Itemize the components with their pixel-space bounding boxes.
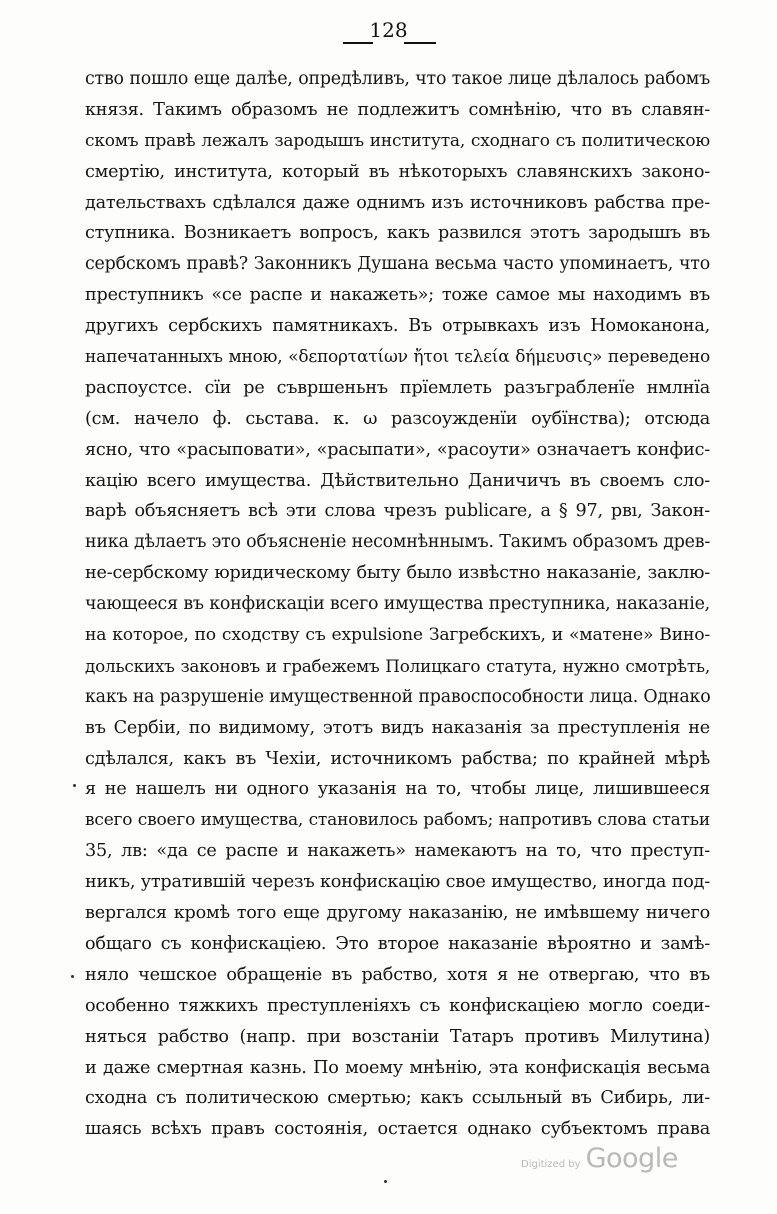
text-line: дольскихъ законовъ и грабежемъ Полицкаго статута, нужно смотрѣть, xyxy=(85,655,710,676)
text-line: распоустсе. сїи ре съвршеньнъ прїемлеть разъграбленїе нмлнїа xyxy=(85,377,710,398)
text-line: шаясь всѣхъ правъ состоянія, остается однако субъектомъ права xyxy=(85,1119,710,1140)
text-line: сходна съ политическою смертью; какъ ссыльный въ Сибирь, ли- xyxy=(85,1088,710,1109)
text-line: чающееся въ конфискаціи всего имущества преступника, наказаніе, xyxy=(85,594,710,615)
text-line: сербскомъ правѣ? Законникъ Душана весьма часто упоминаетъ, что xyxy=(85,254,710,275)
text-line: 35, лв: «да се распе и накажеть» намекаютъ на то, что преступ- xyxy=(85,841,710,862)
body-text xyxy=(85,64,710,1145)
header-rule-right xyxy=(404,42,436,44)
text-line: сдѣлался, какъ въ Чехіи, источникомъ рабства; по крайней мѣрѣ xyxy=(85,748,710,769)
text-line: няло чешское обращеніе въ рабство, хотя я не отвергаю, что въ xyxy=(85,964,710,985)
scan-speck xyxy=(73,784,76,787)
text-line: ступника. Возникаетъ вопросъ, какъ развился этотъ зародышъ въ xyxy=(85,223,710,244)
text-line: въ Сербіи, по видимому, этотъ видъ наказанія за преступленія не xyxy=(85,717,710,738)
scan-speck xyxy=(71,975,74,978)
text-line: ясно, что «расыповати», «расыпати», «расоути» означаетъ конфис- xyxy=(85,439,710,460)
text-line: скомъ правѣ лежалъ зародышъ института, сходнаго съ политическою xyxy=(85,130,710,151)
text-line: на которое, по сходству съ expulsione Загребскихъ, и «матене» Вино- xyxy=(85,625,710,646)
text-line: никъ, утратившій черезъ конфискацію свое имущество, иногда под- xyxy=(85,872,710,893)
text-line: напечатанныхъ мною, «δεπορτατίων ἤτοι τελεία δήμευσις» переведено xyxy=(85,347,710,368)
text-line: преступникъ «се распе и накажеть»; тоже самое мы находимъ въ xyxy=(85,285,710,306)
header-rule-left xyxy=(343,42,373,44)
text-line: другихъ сербскихъ памятникахъ. Въ отрывкахъ изъ Номоканона, xyxy=(85,316,710,337)
scan-speck xyxy=(384,1180,387,1183)
text-line: няться рабство (напр. при возстаніи Татаръ противъ Милутина) xyxy=(85,1026,710,1047)
text-line: (см. начело ф. сьстава. к. ω разсоужденїи оубїнства); отсюда xyxy=(85,408,710,429)
text-line: варѣ объясняетъ всѣ эти слова чрезъ publicare, а § 97, рвı, Закон- xyxy=(85,501,710,522)
text-line: не-сербскому юридическому быту было извѣстно наказаніе, заклю- xyxy=(85,563,710,584)
text-line: всего своего имущества, становилось рабомъ; напротивъ слова статьи xyxy=(85,810,710,831)
text-line: ство пошло еще далѣе, опредѣливъ, что такое лице дѣлалось рабомъ xyxy=(85,69,710,89)
page-number: 128 xyxy=(369,18,408,42)
text-line: вергался кромѣ того еще другому наказанію, не имѣвшему ничего xyxy=(85,903,710,924)
watermark-prefix: Digitized by xyxy=(521,1159,581,1170)
text-line: и даже смертная казнь. По моему мнѣнію, эта конфискація весьма xyxy=(85,1057,710,1078)
text-line: князя. Такимъ образомъ не подлежитъ сомнѣнію, что въ славян- xyxy=(85,99,710,120)
watermark-brand: Google xyxy=(585,1143,678,1174)
digitized-by-google-watermark xyxy=(521,1143,678,1174)
text-line: ника дѣлаетъ это объясненіе несомнѣннымъ. Такимъ образомъ древ- xyxy=(85,532,710,553)
text-line: какъ на разрушеніе имущественной правоспособности лица. Однако xyxy=(85,686,711,707)
text-line: особенно тяжкихъ преступленіяхъ съ конфискаціею могло соеди- xyxy=(85,995,710,1016)
text-line: кацію всего имущества. Дѣйствительно Даничичъ въ своемъ сло- xyxy=(85,470,710,491)
text-line: я не нашелъ ни одного указанія на то, чтобы лице, лишившееся xyxy=(85,779,710,800)
text-line: общаго съ конфискаціею. Это второе наказаніе вѣроятно и замѣ- xyxy=(85,933,710,954)
text-line: дательствахъ сдѣлался даже однимъ изъ источниковъ рабства пре- xyxy=(85,192,710,213)
text-line: смертію, института, который въ нѣкоторыхъ славянскихъ законо- xyxy=(85,161,710,182)
